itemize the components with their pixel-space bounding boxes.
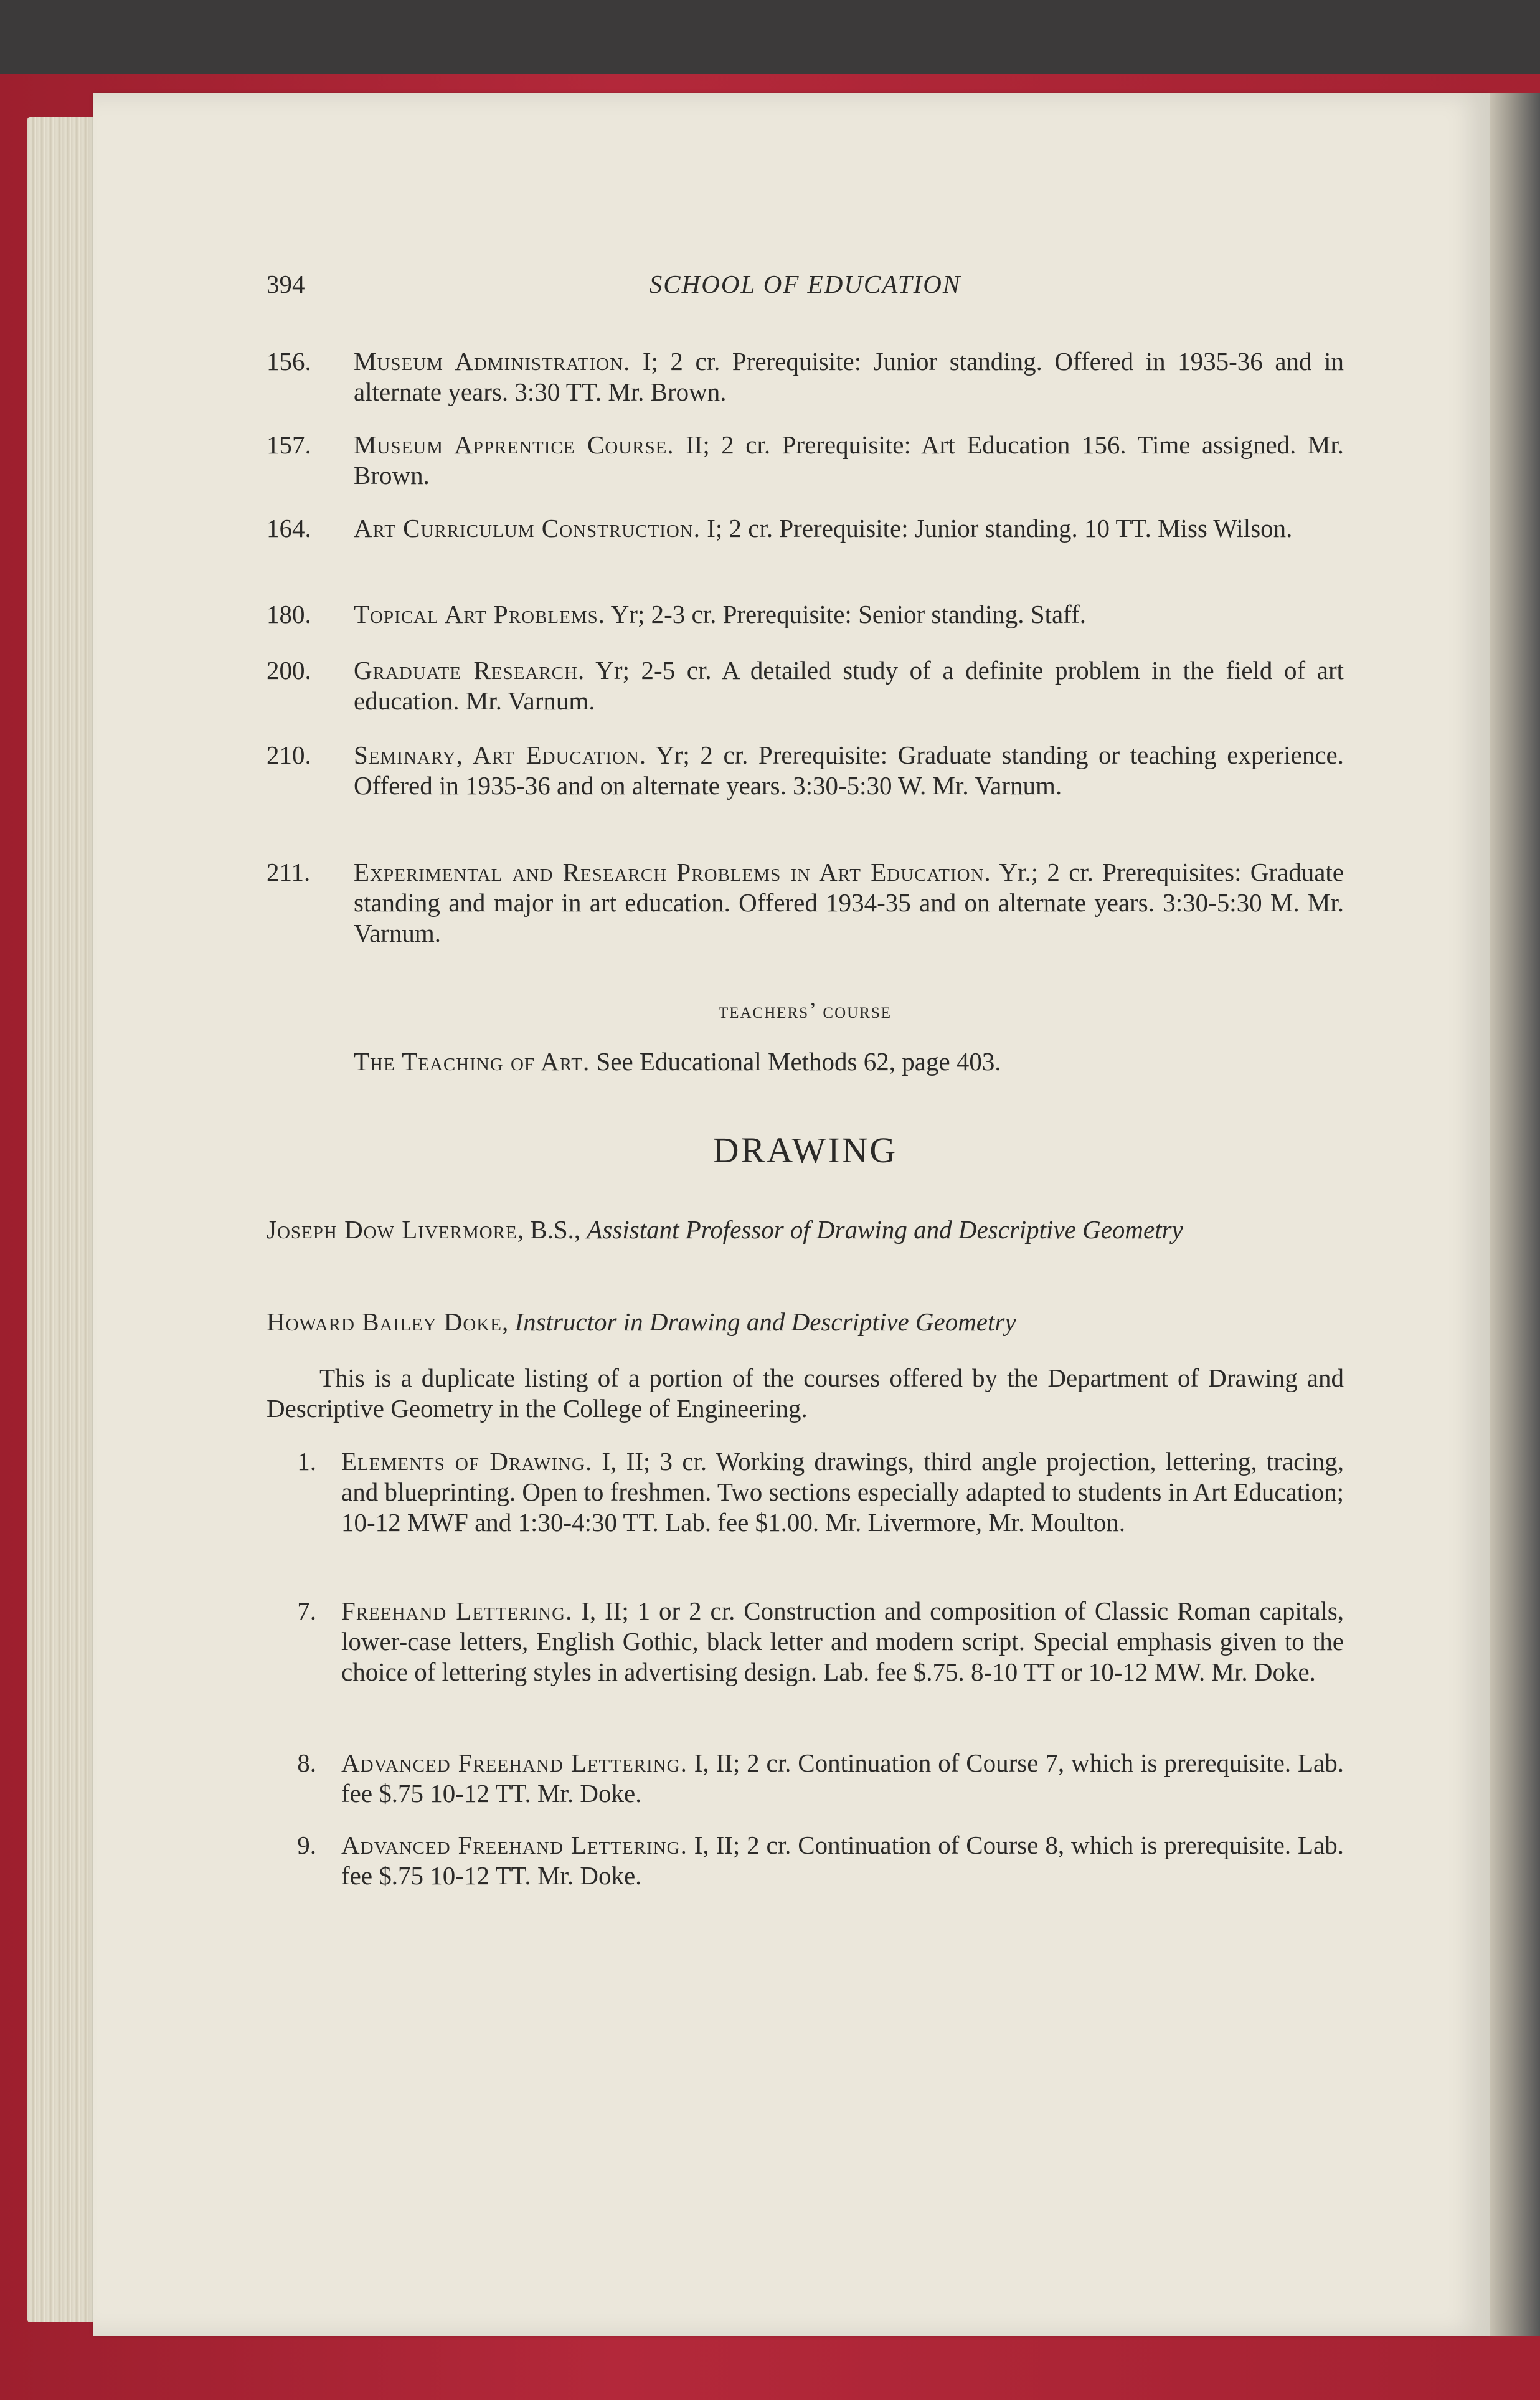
course-title: Elements of Drawing. [341,1447,593,1476]
course-number: 211. [267,858,311,886]
course-title: Art Curriculum Construction. [354,514,701,543]
course-title: Seminary, Art Education. [354,741,647,769]
course-number: 156. [267,347,311,376]
course-title: Museum Apprentice Course. [354,430,674,459]
course-entry [267,430,1344,491]
course-description: See Educational Methods 62, page 403. [590,1047,1001,1076]
faculty-entry [267,1215,1344,1245]
running-header [267,269,1344,306]
course-number: 180. [267,600,311,628]
course-entry [267,655,1344,716]
course-entry [267,513,1344,544]
course-title: Advanced Freehand Lettering. [341,1831,687,1859]
course-number: 164. [267,514,311,543]
course-number: 8. [297,1748,316,1777]
faculty-title: Instructor in Drawing and Descriptive Geometry [514,1307,1016,1336]
faculty-title: Assistant Professor of Drawing and Descriptive Geometry [587,1215,1183,1244]
course-title: Graduate Research. [354,656,585,685]
course-entry [267,740,1344,801]
course-description: Yr; 2-5 cr. A detailed study of a definite problem in the field of art education. Mr. Varnum. [354,656,1344,715]
course-description: Yr.; 2 cr. Prerequisites: Graduate standing and major in art education. Offered 1934-35 and on alternate years. 3:30-5:30 M. Mr. Varnum. [354,858,1344,947]
course-entry [267,1830,1344,1891]
course-title: Freehand Lettering. [341,1596,573,1625]
running-title: SCHOOL OF EDUCATION [649,270,961,298]
course-entry [267,1748,1344,1809]
course-entry [267,1596,1344,1687]
course-number: 7. [297,1596,316,1625]
course-number: 210. [267,741,311,769]
course-title: Experimental and Research Problems in Art Education. [354,858,991,886]
course-description: I, II; 2 cr. Continuation of Course 8, which is prerequisite. Lab. fee $.75 10-12 TT. Mr. Doke. [341,1831,1344,1890]
course-title: The Teaching of Art. [354,1047,590,1076]
faculty-degree: , [501,1307,515,1336]
faculty-name: Howard Bailey Doke [267,1307,502,1336]
course-number: 1. [297,1447,316,1476]
course-description: I, II; 3 cr. Working drawings, third angle projection, lettering, tracing, and blueprinting. Open to freshmen. Two sections especially adapted to students in Art Education; 10-12 MWF and 1:30-4:30 TT. Lab. fee $1.00. Mr. Livermore, Mr. Moulton. [341,1447,1344,1537]
course-description: Yr; 2 cr. Prerequisite: Graduate standing or teaching experience. Offered in 1935-36 and on alternate years. 3:30-5:30 W. Mr. Varnum. [354,741,1344,800]
section-heading-drawing: DRAWING [712,1130,898,1170]
course-entry [267,857,1344,949]
faculty-entry [267,1307,1344,1337]
course-description: I, II; 2 cr. Continuation of Course 7, which is prerequisite. Lab. fee $.75 10-12 TT. Mr. Doke. [341,1748,1344,1808]
course-entry [267,1446,1344,1538]
course-description: I; 2 cr. Prerequisite: Junior standing. 10 TT. Miss Wilson. [701,514,1293,543]
course-description: I, II; 1 or 2 cr. Construction and composition of Classic Roman capitals, lower-case letters, English Gothic, black letter and modern script. Special emphasis given to the choice of lettering styles in advertising design. Lab. fee $.75. 8-10 TT or 10-12 MW. Mr. Doke. [341,1596,1344,1686]
course-number: 9. [297,1831,316,1859]
page-number: 394 [267,270,305,298]
book-gutter [1490,93,1540,2336]
faculty-degree: , B.S., [517,1215,587,1244]
course-entry [267,599,1344,630]
course-number: 157. [267,430,311,459]
faculty-name: Joseph Dow Livermore [267,1215,517,1244]
course-description: I; 2 cr. Prerequisite: Junior standing. Offered in 1935-36 and in alternate years. 3:30 TT. Mr. Brown. [354,347,1344,406]
course-description: Yr; 2-3 cr. Prerequisite: Senior standing. Staff. [605,600,1087,628]
course-description: II; 2 cr. Prerequisite: Art Education 156. Time assigned. Mr. Brown. [354,430,1344,490]
course-title: Advanced Freehand Lettering. [341,1748,687,1777]
course-entry [267,346,1344,407]
teachers-course-heading: teachers’ course [718,998,892,1023]
course-title: Museum Administration. [354,347,631,376]
course-title: Topical Art Problems. [354,600,605,628]
drawing-intro: This is a duplicate listing of a portion of the courses offered by the Department of Drawing and Descriptive Geometry in the College of Engineering. [267,1364,1344,1423]
course-number: 200. [267,656,311,685]
teachers-course-entry [267,1046,1344,1077]
